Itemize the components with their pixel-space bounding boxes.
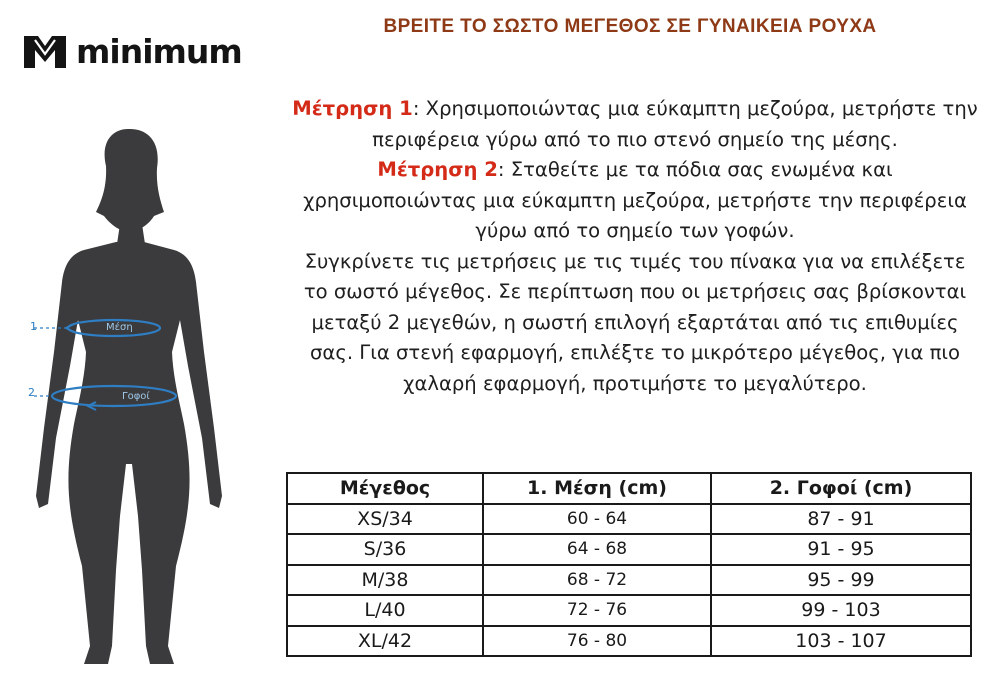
table-row: [287, 504, 971, 535]
size-cell: XL/42: [287, 626, 483, 657]
waist-cell: 64 - 68: [483, 534, 711, 565]
body-silhouette-figure: [14, 120, 284, 674]
table-header-row: [287, 473, 971, 504]
page-title: ΒΡΕΙΤΕ ΤΟ ΣΩΣΤΟ ΜΕΓΕΘΟΣ ΣΕ ΓΥΝΑΙΚΕΙΑ ΡΟΥΧΑ: [383, 16, 877, 37]
m-mark-icon: [22, 32, 68, 72]
hips-cell: 103 - 107: [711, 626, 971, 657]
header-waist: 1. Μέση (cm): [483, 473, 711, 504]
measurement-2-label: Μέτρηση 2: [377, 158, 498, 181]
measurement-1-text: : Χρησιμοποιώντας μια εύκαμπτη μεζούρα, μετρήστε την περιφέρεια γύρω από το πιο στενό σημείο της μέσης.: [372, 97, 978, 151]
size-chart-table: [286, 472, 972, 657]
measurement-1-label: Μέτρηση 1: [292, 97, 413, 120]
waist-cell: 68 - 72: [483, 565, 711, 596]
compare-paragraph: Συγκρίνετε τις μετρήσεις με τις τιμές του πίνακα για να επιλέξετε το σωστό μέγεθος. Σε περίπτωση που οι μετρήσεις σας βρίσκονται μεταξύ 2 μεγεθών, η σωστή επιλογή εξαρτάται από τις επιθυμίες σας. Για στενή εφαρμογή, επιλέξτε το μικρότερο μέγεθος, για πιο χαλαρή εφαρμογή, προτιμήστε το μεγαλύτερο.: [303, 249, 967, 395]
hips-cell: 95 - 99: [711, 565, 971, 596]
waist-cell: 76 - 80: [483, 626, 711, 657]
measurement-2-text: : Σταθείτε με τα πόδια σας ενωμένα και χρησιμοποιώντας μια εύκαμπτη μεζούρα, μετρήστε την περιφέρεια γύρω από το σημείο των γοφών.: [303, 158, 967, 242]
size-cell: S/36: [287, 534, 483, 565]
waist-number: 1: [30, 320, 37, 333]
table-row: [287, 595, 971, 626]
hip-number: 2: [28, 386, 35, 399]
brand-name: minimum: [76, 32, 242, 71]
hips-cell: 87 - 91: [711, 504, 971, 535]
table-row: [287, 534, 971, 565]
hips-cell: 99 - 103: [711, 595, 971, 626]
table-row: [287, 626, 971, 657]
hip-label: Γοφοί: [122, 391, 150, 402]
waist-label: Μέση: [106, 322, 133, 333]
size-cell: XS/34: [287, 504, 483, 535]
hips-cell: 91 - 95: [711, 534, 971, 565]
size-cell: L/40: [287, 595, 483, 626]
waist-cell: 72 - 76: [483, 595, 711, 626]
size-cell: M/38: [287, 565, 483, 596]
waist-cell: 60 - 64: [483, 504, 711, 535]
header-size: Μέγεθος: [287, 473, 483, 504]
measurement-2-paragraph: [290, 155, 980, 247]
header-hips: 2. Γοφοί (cm): [711, 473, 971, 504]
measurement-1-paragraph: [290, 94, 980, 155]
table-row: [287, 565, 971, 596]
instructions-text: [290, 94, 980, 438]
brand-logo: [22, 32, 242, 72]
